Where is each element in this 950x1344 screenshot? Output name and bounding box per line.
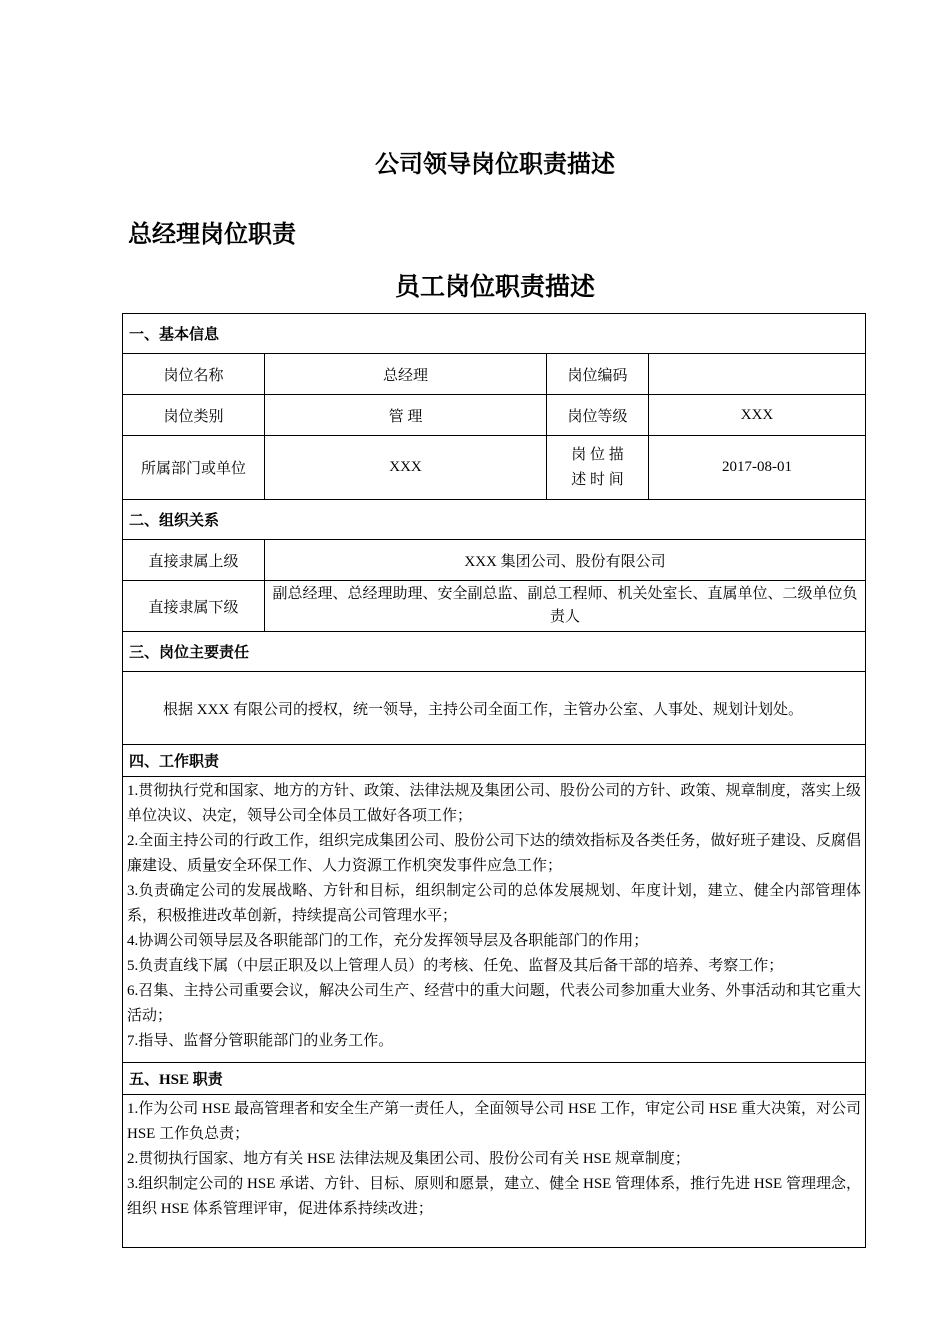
table-row [123, 672, 866, 745]
list-item: 4.协调公司领导层及各职能部门的工作，充分发挥领导层及各职能部门的作用； [127, 933, 649, 949]
section-row-basic [123, 314, 866, 354]
table-row [123, 777, 866, 1063]
section-header-hse: 五、HSE 职责 [123, 1063, 866, 1095]
post-level-label: 岗位等级 [547, 395, 649, 436]
table-row [123, 540, 866, 581]
hse-list [123, 1095, 866, 1248]
table-row [123, 395, 866, 436]
document-title: 公司领导岗位职责描述 [375, 152, 615, 178]
post-code-label: 岗位编码 [547, 354, 649, 395]
section-row-duties [123, 745, 866, 777]
superior-label: 直接隶属上级 [123, 540, 265, 581]
table-row [123, 581, 866, 632]
section-header-basic: 一、基本信息 [123, 314, 866, 354]
job-description-table [122, 313, 866, 1248]
superior-value: XXX 集团公司、股份有限公司 [265, 540, 866, 581]
table-row [123, 436, 866, 500]
dept-label: 所属部门或单位 [123, 436, 265, 500]
post-level-value: XXX [649, 395, 866, 436]
list-item: 6.召集、主持公司重要会议，解决公司生产、经营中的重大问题，代表公司参加重大业务、外事活动和其它重大活动； [127, 983, 862, 1024]
section-header-main-resp: 三、岗位主要责任 [123, 632, 866, 672]
section-heading: 总经理岗位职责 [128, 222, 296, 248]
table-row [123, 354, 866, 395]
section-row-hse [123, 1063, 866, 1095]
list-item: 1.贯彻执行党和国家、地方的方针、政策、法律法规及集团公司、股份公司的方针、政策、规章制度，落实上级单位决议、决定，领导公司全体员工做好各项工作； [127, 783, 862, 824]
post-code-value [649, 354, 866, 395]
subordinate-value: 副总经理、总经理助理、安全副总监、副总工程师、机关处室长、直属单位、二级单位负责人 [265, 581, 866, 632]
post-name-label: 岗位名称 [123, 354, 265, 395]
dept-value: XXX [265, 436, 547, 500]
desc-time-label-line2: 述 时 间 [571, 471, 624, 488]
duties-list [123, 777, 866, 1063]
section-row-main-resp [123, 632, 866, 672]
list-item: 3.组织制定公司的 HSE 承诺、方针、目标、原则和愿景，建立、健全 HSE 管理体系，推行先进 HSE 管理理念，组织 HSE 体系管理评审，促进体系持续改进； [127, 1176, 862, 1217]
main-resp-text: 根据 XXX 有限公司的授权，统一领导，主持公司全面工作，主管办公室、人事处、规划计划处。 [123, 672, 866, 745]
list-item: 2.全面主持公司的行政工作，组织完成集团公司、股份公司下达的绩效指标及各类任务，做好班子建设、反腐倡廉建设、质量安全环保工作、人力资源工作机突发事件应急工作； [127, 833, 862, 874]
list-item: 5.负责直线下属（中层正职及以上管理人员）的考核、任免、监督及其后备干部的培养、考察工作； [127, 958, 784, 974]
desc-time-label-line1: 岗 位 描 [571, 446, 624, 463]
desc-time-value: 2017-08-01 [649, 436, 866, 500]
section-header-org: 二、组织关系 [123, 500, 866, 540]
subordinate-label: 直接隶属下级 [123, 581, 265, 632]
list-item: 1.作为公司 HSE 最高管理者和安全生产第一责任人，全面领导公司 HSE 工作，审定公司 HSE 重大决策，对公司 HSE 工作负总责； [127, 1101, 862, 1142]
table-title: 员工岗位职责描述 [394, 274, 595, 301]
list-item: 7.指导、监督分管职能部门的业务工作。 [127, 1033, 394, 1049]
post-type-value: 管 理 [265, 395, 547, 436]
table-row [123, 1095, 866, 1248]
desc-time-label [547, 436, 649, 500]
post-type-label: 岗位类别 [123, 395, 265, 436]
list-item: 2.贯彻执行国家、地方有关 HSE 法律法规及集团公司、股份公司有关 HSE 规章制度； [127, 1151, 690, 1167]
list-item: 3.负责确定公司的发展战略、方针和目标，组织制定公司的总体发展规划、年度计划，建立、健全内部管理体系，积极推进改革创新，持续提高公司管理水平； [127, 883, 862, 924]
post-name-value: 总经理 [265, 354, 547, 395]
section-header-duties: 四、工作职责 [123, 745, 866, 777]
section-row-org [123, 500, 866, 540]
